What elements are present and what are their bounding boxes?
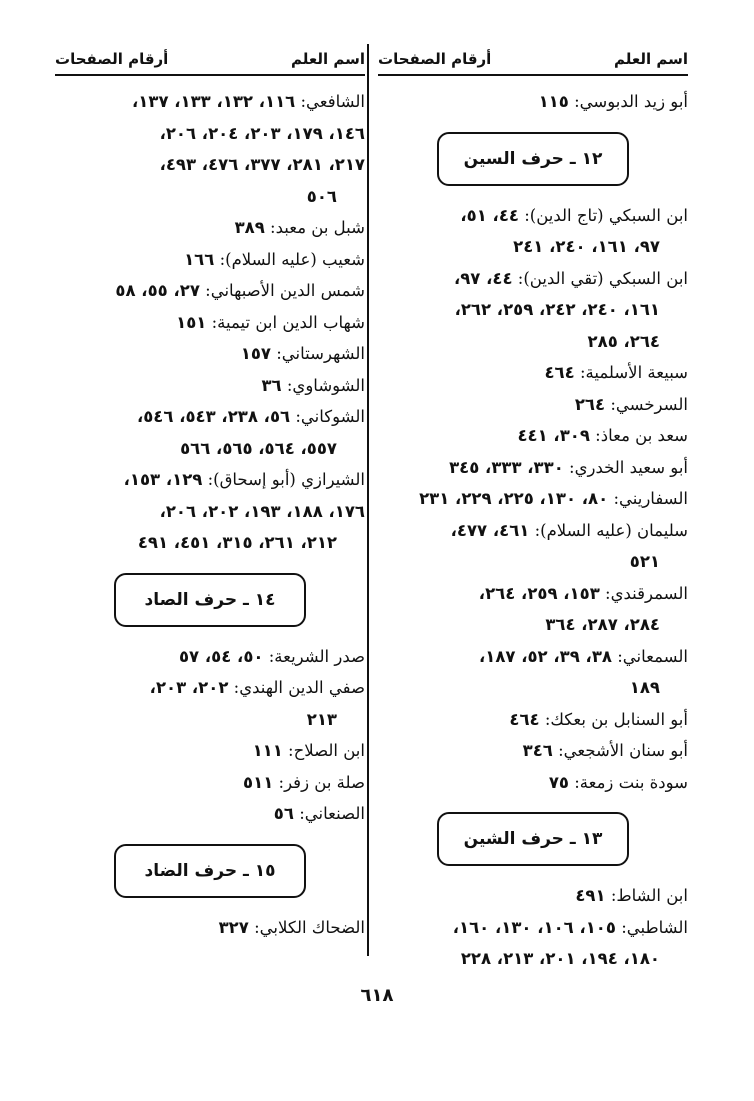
index-entry-continued: ٢٦٤، ٢٨٥ — [587, 331, 660, 351]
index-entry: سليمان (عليه السلام): ٤٦١، ٤٧٧، — [450, 520, 688, 540]
index-entry: شعيب (عليه السلام): ١٦٦ — [184, 249, 365, 269]
pages-header: أرقام الصفحات — [55, 50, 169, 68]
index-entry: شهاب الدين ابن تيمية: ١٥١ — [176, 312, 365, 332]
index-entry: سعد بن معاذ: ٣٠٩، ٤٤١ — [517, 426, 688, 445]
index-entry-continued: ٩٧، ١٦١، ٢٤٠، ٢٤١ — [513, 237, 660, 256]
index-entry: أبو سنان الأشجعي: ٣٤٦ — [522, 741, 688, 760]
index-entry-continued: ٢١٧، ٢٨١، ٣٧٧، ٤٧٦، ٤٩٣، — [159, 155, 365, 174]
index-entry-continued: ٥٥٧، ٥٦٤، ٥٦٥، ٥٦٦ — [180, 438, 337, 458]
index-entry: أبو سعيد الخدري: ٣٣٠، ٣٣٣، ٣٤٥ — [449, 457, 688, 477]
index-entry-continued: ١٨٩ — [629, 678, 660, 697]
column-header-left — [55, 40, 365, 76]
page-number: ٦١٨ — [360, 985, 394, 1006]
index-entry: الصنعاني: ٥٦ — [273, 804, 365, 823]
index-entry: صفي الدين الهندي: ٢٠٢، ٢٠٣، — [149, 678, 365, 697]
index-entry: ابن الصلاح: ١١١ — [252, 741, 365, 760]
index-entry: الضحاك الكلابي: ٣٢٧ — [218, 917, 365, 937]
index-entry-continued: ٢١٣ — [306, 709, 337, 729]
index-entry: الشوشاوي: ٣٦ — [261, 375, 365, 395]
index-entry-continued: ٥٠٦ — [306, 186, 337, 206]
section-heading-sheen: ١٣ ـ حرف الشين — [437, 812, 629, 866]
index-entry-continued: ١٧٦، ١٨٨، ١٩٣، ٢٠٢، ٢٠٦، — [159, 501, 365, 521]
column-divider — [367, 44, 369, 956]
column-header-right — [378, 40, 688, 76]
index-entry-continued: ٢٨٤، ٢٨٧، ٣٦٤ — [545, 615, 660, 634]
index-entry: سودة بنت زمعة: ٧٥ — [548, 772, 688, 792]
index-entry: الشافعي: ١١٦، ١٣٢، ١٣٣، ١٣٧، — [132, 92, 365, 111]
index-entry: الشوكاني: ٥٦، ٢٣٨، ٥٤٣، ٥٤٦، — [136, 407, 365, 426]
index-entry: أبو السنابل بن بعكك: ٤٦٤ — [509, 709, 688, 729]
index-entry-continued: ١٤٦، ١٧٩، ٢٠٣، ٢٠٤، ٢٠٦، — [159, 123, 365, 143]
name-header: اسم العلم — [613, 50, 688, 68]
index-entry: ابن السبكي (تاج الدين): ٤٤، ٥١، — [460, 205, 688, 225]
index-entry: أبو زيد الدبوسي: ١١٥ — [538, 92, 688, 111]
index-entry: السرخسي: ٢٦٤ — [574, 394, 688, 414]
index-entry: ابن الشاط: ٤٩١ — [575, 886, 688, 905]
index-entry: الشيرازي (أبو إسحاق): ١٢٩، ١٥٣، — [123, 470, 365, 489]
index-entry-continued: ٢١٢، ٢٦١، ٣١٥، ٤٥١، ٤٩١ — [137, 533, 337, 552]
index-entry-continued: ١٦١، ٢٤٠، ٢٤٢، ٢٥٩، ٢٦٢، — [454, 300, 660, 319]
index-entry: صدر الشريعة: ٥٠، ٥٤، ٥٧ — [178, 646, 365, 666]
index-entry-continued: ١٨٠، ١٩٤، ٢٠١، ٢١٣، ٢٢٨ — [460, 949, 660, 968]
index-entry: شبل بن معبد: ٣٨٩ — [234, 218, 365, 237]
index-entry: الشاطبي: ١٠٥، ١٠٦، ١٣٠، ١٦٠، — [452, 917, 688, 937]
index-entry: ابن السبكي (تقي الدين): ٤٤، ٩٧، — [453, 268, 688, 288]
name-header: اسم العلم — [290, 50, 365, 68]
index-entry: صلة بن زفر: ٥١١ — [243, 772, 365, 792]
index-entry-continued: ٥٢١ — [629, 552, 660, 571]
index-entry: السفاريني: ٨٠، ١٣٠، ٢٢٥، ٢٢٩، ٢٣١ — [419, 489, 688, 508]
pages-header: أرقام الصفحات — [378, 50, 492, 68]
index-entry: سبيعة الأسلمية: ٤٦٤ — [544, 363, 688, 382]
index-entry: شمس الدين الأصبهاني: ٢٧، ٥٥، ٥٨ — [115, 281, 365, 300]
index-entry: السمرقندي: ١٥٣، ٢٥٩، ٢٦٤، — [478, 583, 688, 603]
section-heading-seen: ١٢ ـ حرف السين — [437, 132, 629, 186]
section-heading-daad: ١٥ ـ حرف الضاد — [114, 844, 306, 898]
section-heading-saad: ١٤ ـ حرف الصاد — [114, 573, 306, 627]
index-entry: السمعاني: ٣٨، ٣٩، ٥٢، ١٨٧، — [478, 646, 688, 666]
index-entry: الشهرستاني: ١٥٧ — [240, 344, 365, 363]
right-column — [378, 40, 688, 975]
left-column — [55, 40, 365, 943]
